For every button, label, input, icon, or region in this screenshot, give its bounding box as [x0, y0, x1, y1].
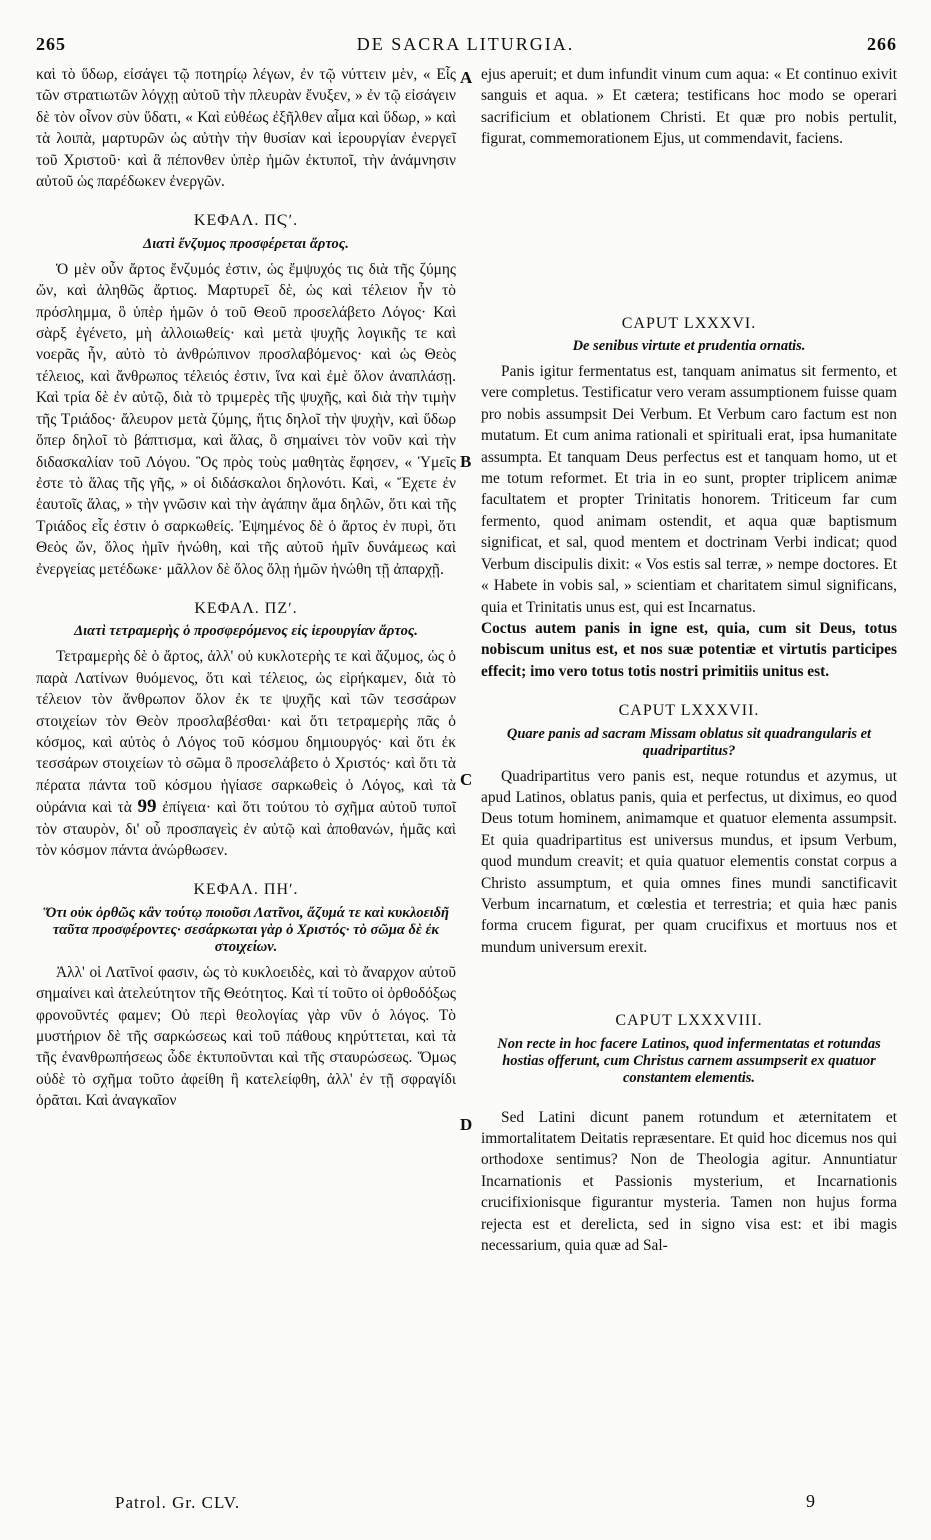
chapter-text-86-latin-a: Panis igitur fermentatus est, tanquam animatus sit fermento, et vere completus. Testificatur vero veram assumptionem fuisse quam pro nobis assumpsit Dei Verbum. Et Verbum caro factum est non mutatum. Et cum anima rationali et spirituali erat, ipsa humanitate assumpta. Et tanquam Deus perfectus est et tanquam homo, ut et me totum reformet. Et tria in eo sunt, propter triplicem animæ facultatem et propter Trinitatis honorem. Triticeum far cum fermento, quod animam ostendit, et aqua quæ baptismum significat, et sal, quod mentem et doctrinam Verbi indicat; quod Verbum discipulis dixit: « Vos estis sal terræ, » nempe doctores. Et « Habete in vobis sal, » scientiam et charitatem simul significans, quia et Trinitatis unus est, qui est Incarnatus.	[481, 363, 897, 616]
chapter-heading-88-latin: CAPUT LXXXVIII.	[615, 1012, 763, 1030]
page-title: DE SACRA LITURGIA.	[356, 34, 575, 54]
chapter-text-87-greek-part1: Τετραμερὴς δὲ ὁ ἄρτος, ἀλλ' οὐ κυκλοτερὴς τε καὶ ἄζυμος, ὡς ὁ παρὰ Λατίνων θυόμενος, ὅτι καὶ τέλειος, ὡς εἰρήκαμεν, διὰ τὸ τέλειον τὸν ἄνθρωπον ὅλον ἐκ τε ψυχῆς καὶ τῶν τεσσάρων στοιχείων τὸν Θεὸν προσλαβέσθαι· καὶ ὅτι τετραμερὴς πᾶς ὁ κόσμος, καὶ αὐτὸς ὁ Λόγος τοῦ κόσμου δημιουργός· καὶ ὅτι ἐκ τεσσάρων στοιχείων τὸ σῶμα ὃ προσελάβετο ὁ Χριστός· καὶ ὅτι τὰ πέρατα πάντα τοῦ κόσμου ἡγίασε σαρκωθεὶς ὁ Λόγος, καὶ τὰ οὐράνια καὶ τὰ	[36, 648, 456, 817]
margin-marker-c: C	[460, 770, 473, 789]
greek-column	[36, 64, 456, 1112]
chapter-subtitle-86-greek: Διατὶ ἔνζυμος προσφέρεται ἄρτος.	[143, 235, 349, 252]
chapter-text-87-greek-part2: ἐπίγεια· καὶ ὅτι τούτου τὸ σχῆμα αὐτοῦ τυποῖ τὸν σταυρὸν, δι' οὗ προσπαγεὶς ἐν αὐτῷ καὶ ἀποθανών, ἡμᾶς καὶ τὸν κόσμον πάντα ἀνώρθωσεν.	[36, 799, 456, 859]
chapter-text-86-greek: Ὁ μὲν οὖν ἄρτος ἔνζυμός ἐστιν, ὡς ἔμψυχός τις διὰ τῆς ζύμης ὤν, καὶ ἀληθῶς ἄρτιος. Μαρτυρεῖ δὲ, ὡς καὶ τέλειον ἦν τὸ πρόσλημμα, ὃ ὑπὲρ ἡμῶν ὁ τοῦ Θεοῦ προσελάβετο Λόγος· Καὶ σὰρξ ἐγένετο, μὴ ἀλλοιωθείς· καὶ μετὰ ψυχῆς λογικῆς τε καὶ νοερᾶς ἦν, αὐτὸ τὸ ἀνθρώπινον προσλαβόμενος· καὶ ὡς Θεὸς τέλειος, καὶ ἄνθρωπος τέλειός ἐστιν, ἵνα καὶ ἐμὲ ὅλον ἀναπλάσῃ. Καὶ τρία δὲ ἐν αὐτῷ, διὰ τὸ τριμερὲς τῆς ψυχῆς, καὶ διὰ τὴν τιμὴν τῆς Τριάδος· ἄλευρον μετὰ ζύμης, ἥτις δηλοῖ τὴν ψυχὴν, καὶ ὕδωρ ὅπερ δηλοῖ τὸ βάπτισμα, καὶ ἅλας, ὃ σημαίνει τὸν νοῦν καὶ τὴν διδασκαλίαν τοῦ Λόγου. Ὃς πρὸς τοὺς μαθητὰς ἔφησεν, « Ὑμεῖς ἐστε τὸ ἅλας τῆς γῆς, » οἱ διδάσκαλοι δηλονότι. Καὶ, « Ἔχετε ἐν ἑαυτοῖς ἅλας, » τὴν γνῶσιν καὶ τὴν ἀγάπην ἅμα δηλῶν, ὅτι καὶ τῆς Τριάδος εἷς ἐστιν ὁ σαρκωθείς. Ἐψημένος δὲ ὁ ἄρτος ἐν πυρὶ, ὅτι Θεὸς ὤν, ὅλος ἡμῖν ἡνώθη, καὶ τῆς αὐτοῦ ἡμῖν δυνάμεως καὶ ἐνεργείας μετέδωκε· μᾶλλον δὲ ὅλος ὅλῃ ἡμῶν ἡνώθη τῇ ἀπαρχῇ.	[36, 260, 456, 578]
latin-column	[481, 64, 897, 1256]
folio-number: 99	[137, 796, 157, 818]
chapter-subtitle-86-latin: De senibus virtute et prudentia ornatis.	[572, 338, 806, 355]
margin-marker-b: B	[460, 452, 472, 471]
chapter-heading-87-greek: ΚΕΦΑΛ. ΠΖʹ.	[194, 599, 298, 617]
margin-marker-a: A	[460, 68, 473, 87]
chapter-text-88-greek: Ἀλλ' οἱ Λατῖνοί φασιν, ὡς τὸ κυκλοειδὲς, καὶ τὸ ἄναρχον αὐτοῦ σημαίνει καὶ ἀτελεύτητον τῆς Θεότητος. Καὶ τί τοῦτο οἱ ὀρθοδόξως φρονοῦντές φαμεν; Οὐ περὶ θεολογίας γὰρ νῦν ὁ λόγος. Τὸ μυστήριον δὲ τῆς σαρκώσεως καὶ τοῦ πάθους κηρύττεται, καὶ τὰ τῆς ἐνανθρωπήσεως ὧδε ἐκτυποῦνται καὶ τῆς σταυρώσεως. Ὅμως οὐδὲ τὸ σχῆμα τοῦτο ἀφείθη ἢ κατελείφθη, ἀλλ' ἐν τῇ σφραγίδι ὁρᾶται. Καὶ ἀναγκαῖον	[36, 963, 456, 1110]
chapter-text-86-latin-b: Coctus autem panis in igne est, quia, cum sit Deus, totus nobiscum unitus est, et nos suæ potentiæ et virtutis participes effecit; imo vero totus totis nostri primitiis unitus est.	[481, 619, 897, 680]
chapter-subtitle-88-latin: Non recte in hoc facere Latinos, quod infermentatas et rotundas hostias offerunt, cum Christus carnem assumpserit ex quatuor constantem elementis.	[497, 1035, 881, 1086]
chapter-heading-86-latin: CAPUT LXXXVI.	[621, 314, 757, 332]
chapter-text-87-latin: Quadripartitus vero panis est, neque rotundus et azymus, ut apud Latinos, oblatus panis, quia et perfectus, ut diximus, eo quod Deus totum hominem, animamque et quatuor elementa assumpsit. Et quia quadripartitus est universus mundus, et ipsum Verbum, quod mundum creavit; et quia quatuor elementis constat corpus a Christo assumptum, et quia omnes fines mundi sanctificavit Verbum incarnatum, et cœlestia et terrestria; et quia hæc panis forma crucem figurat, per quam crucifixus et mortuus nos et mundum universum erexit.	[481, 767, 897, 956]
greek-opening-paragraph: καὶ τὸ ὕδωρ, εἰσάγει τῷ ποτηρίῳ λέγων, ἐν τῷ νύττειν μὲν, « Εἷς τῶν στρατιωτῶν λόγχῃ αὐτοῦ τὴν πλευρὰν ἔνυξεν, » ἐν τῷ εἰσάγειν δὲ τὸν οἶνον σὺν ὕδατι, « Καὶ εὐθέως ἐξῆλθεν αἷμα καὶ ὕδωρ, » καὶ τὰ λοιπὰ, μαρτυρῶν ὡς αὐτὴν τὴν θυσίαν καὶ ἱερουργίαν ἐνεργεῖ τοῦ Χριστοῦ· καὶ ἃ πέπονθεν ὑπὲρ ἡμῶν ἐκτυποῖ, τὴν ἀνάμνησιν αὐτοῦ ὡς παρέδωκεν ἐνεργῶν.	[36, 66, 456, 191]
margin-marker-d: D	[460, 1115, 473, 1134]
chapter-subtitle-87-greek: Διατὶ τετραμερὴς ὁ προσφερόμενος εἰς ἱερουργίαν ἄρτος.	[74, 623, 418, 640]
chapter-subtitle-87-latin: Quare panis ad sacram Missam oblatus sit quadrangularis et quadripartitus?	[506, 725, 872, 759]
chapter-heading-86-greek: ΚΕΦΑΛ. ΠϚʹ.	[193, 212, 299, 230]
footer-sheet-number: 9	[806, 1491, 815, 1511]
chapter-text-87-greek	[36, 646, 456, 861]
footer-signature: Patrol. Gr. CLV.	[115, 1493, 241, 1512]
chapter-text-88-latin: Sed Latini dicunt panem rotundum et æternitatem et immortalitatem Deitatis repræsentare. Et quid hoc dicemus nos qui orthodoxe sentimus? Non de Theologia agitur. Annuntiatur Incarnationis et Passionis mysterium, et Incarnationis crucifixionisque figurantur mysteria. Tamen non hujus forma rejecta est et derelicta, sed in signo visa est: et ibi magis necessarium, quia quæ ad Sal-	[481, 1108, 897, 1255]
chapter-subtitle-88-greek: Ὅτι οὐκ ὀρθῶς κἂν τούτῳ ποιοῦσι Λατῖνοι, ἄζυμά τε καὶ κυκλοειδῆ ταῦτα προσφέροντες· σεσάρκωται γὰρ ὁ Χριστός· τὸ σῶμα δὲ ἐκ στοιχείων.	[43, 904, 449, 955]
chapter-heading-88-greek: ΚΕΦΑΛ. ΠΗʹ.	[193, 881, 299, 899]
left-page-number: 265	[36, 34, 66, 54]
chapter-heading-87-latin: CAPUT LXXXVII.	[618, 702, 760, 720]
right-page-number: 266	[867, 34, 897, 54]
latin-opening-paragraph: ejus aperuit; et dum infundit vinum cum aqua: « Et continuo exivit sanguis et aqua. » Et cætera; testificans hoc modo se operari sacrificium et oblationem Christi. Et quæ pro nobis pertulit, figurat, commemorationem Ejus, ut commendavit, faciens.	[481, 66, 897, 148]
